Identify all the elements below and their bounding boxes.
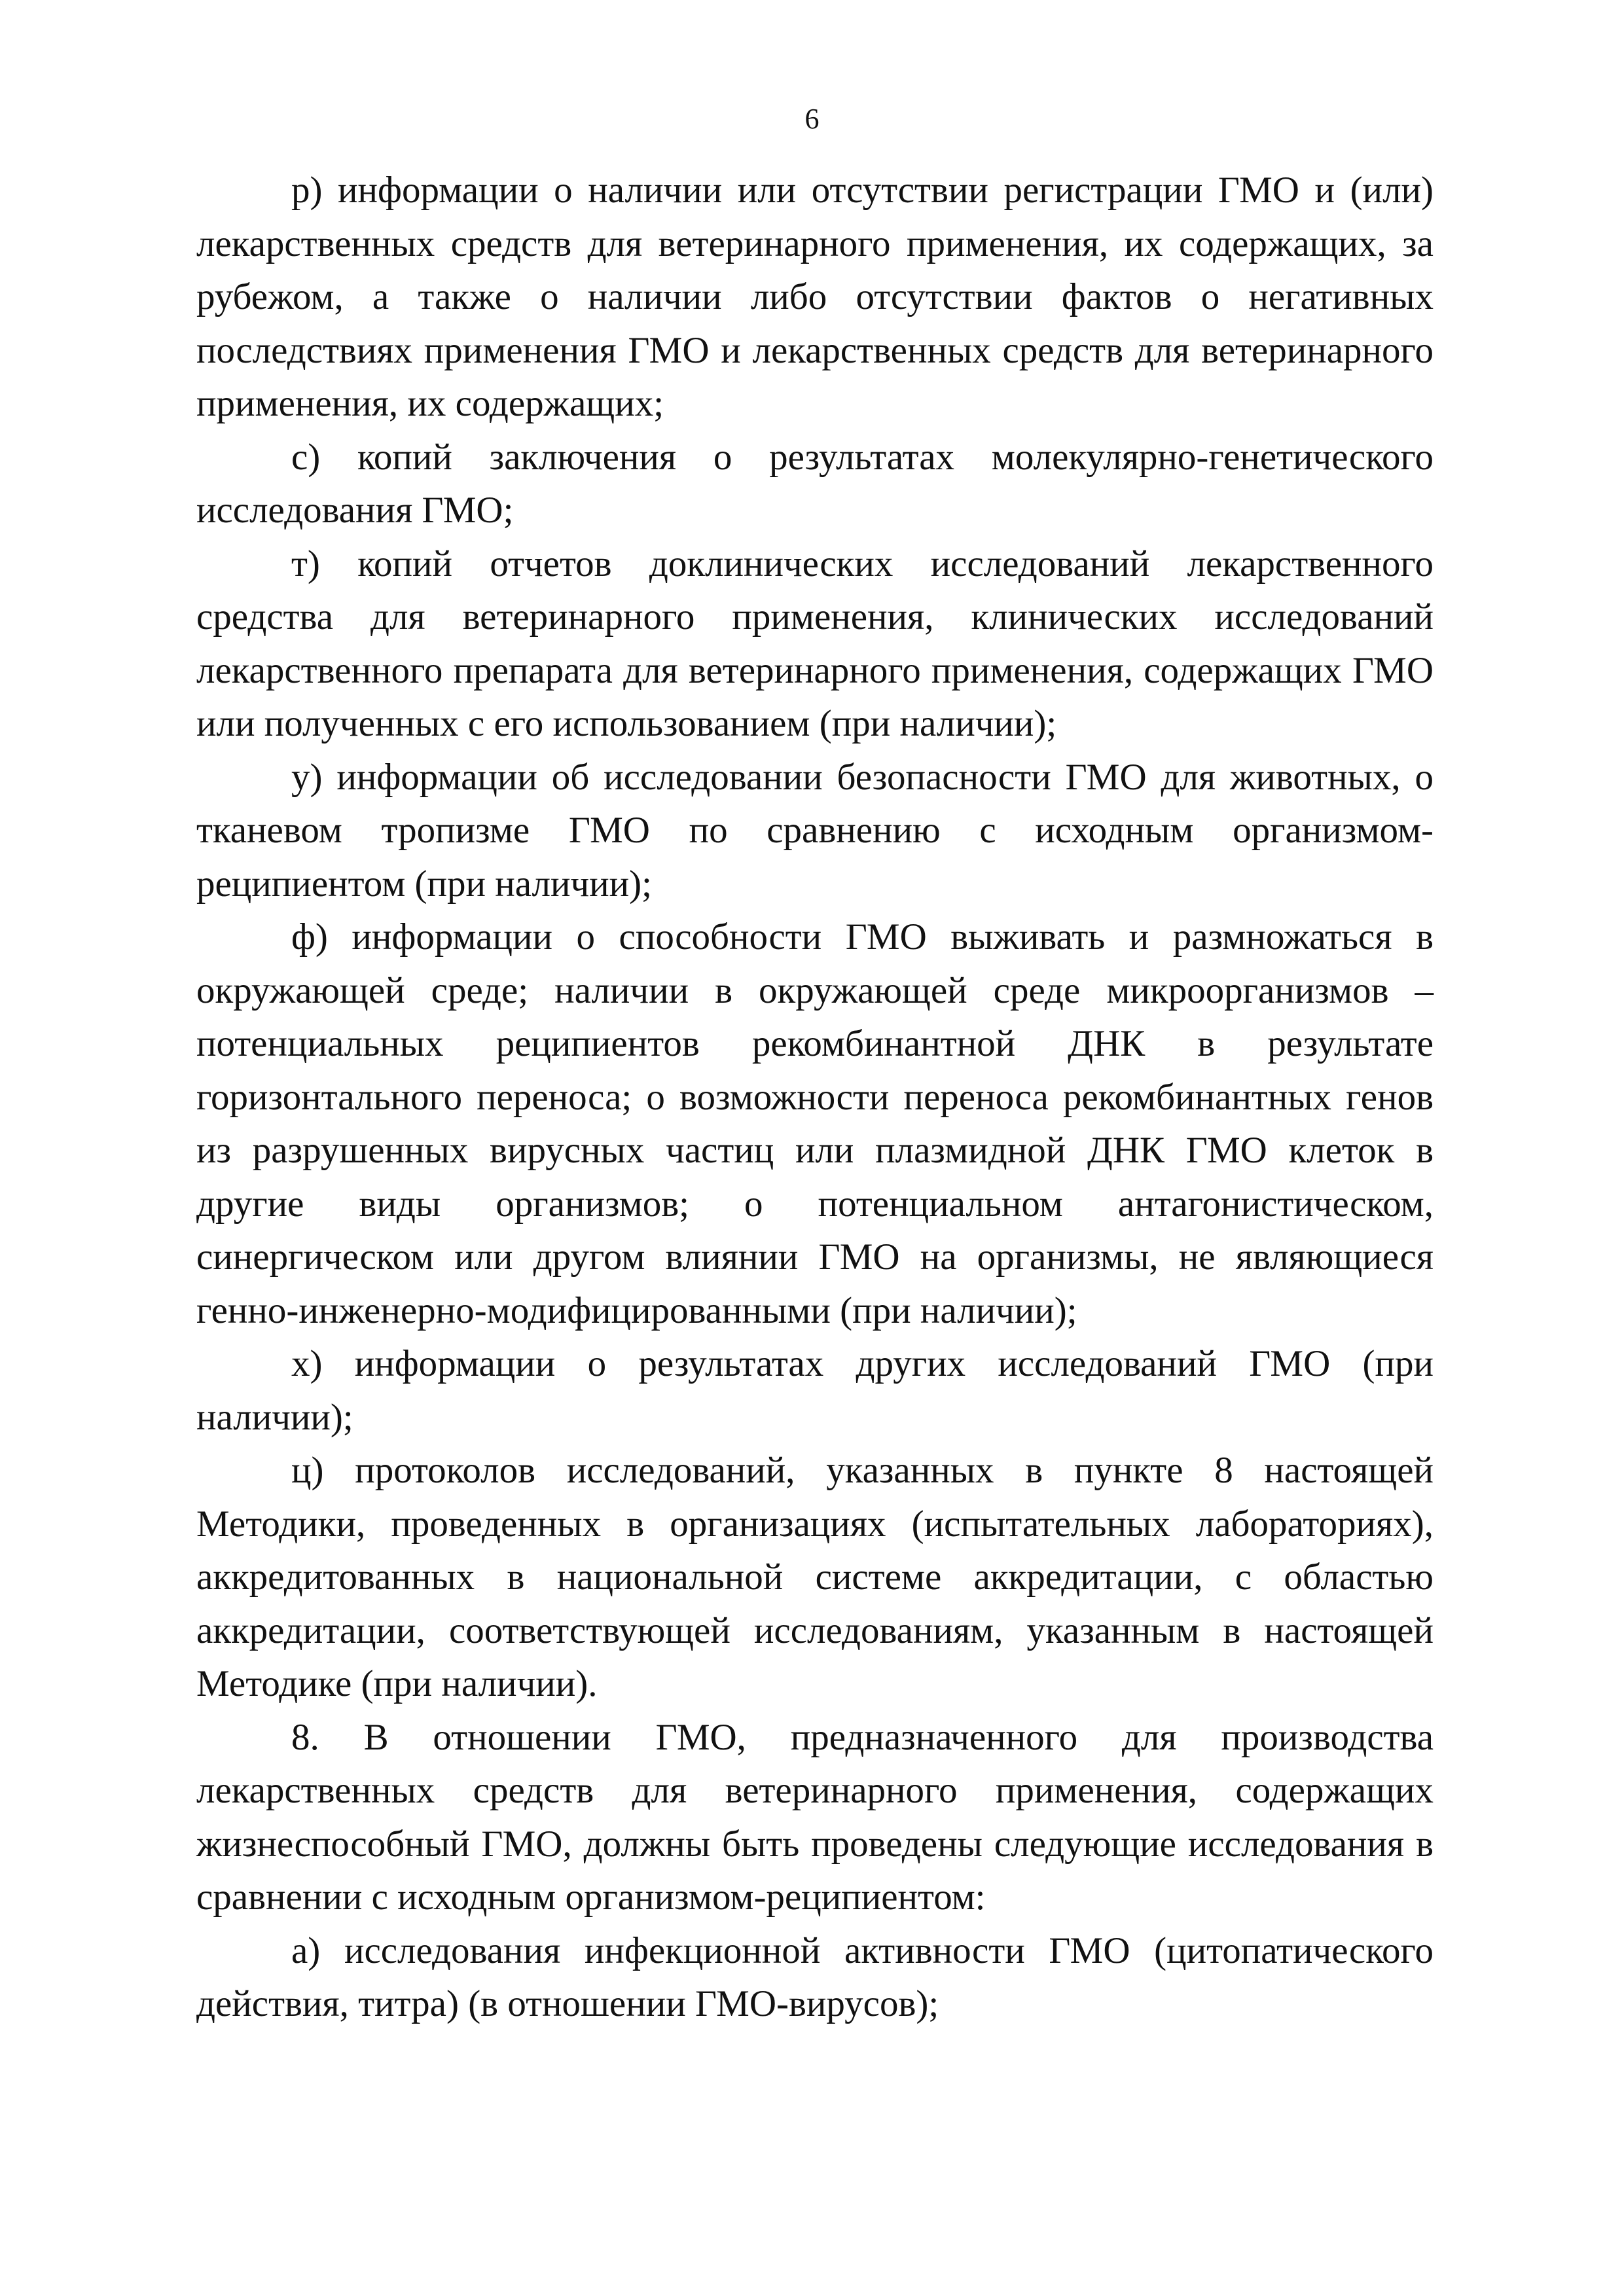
paragraph-ts-test-protocols: ц) протоколов исследований, указанных в пункте 8 настоящей Методики, проведенных в организациях (испытательных лабораториях), аккредитованных в национальной системе аккредитации, с областью аккредитации, соответствующей исследованиям, указанным в настоящей Методике (при наличии). — [196, 1450, 1434, 1704]
paragraph-u-animal-safety: у) информации об исследовании безопасности ГМО для животных, о тканевом тропизме ГМО по сравнению с исходным организмом-реципиентом (при наличии); — [196, 756, 1434, 905]
paragraph-8-required-studies: 8. В отношении ГМО, предназначенного для производства лекарственных средств для ветеринарного применения, содержащих жизнеспособный ГМО, должны быть проведены следующие исследования в сравнении с исходным организмом-реципиентом: — [196, 1716, 1434, 1918]
paragraph-h-other-studies: х) информации о результатах других исследований ГМО (при наличии); — [196, 1343, 1434, 1438]
page-number: 6 — [804, 103, 820, 135]
paragraph-s-genetic-study-conclusion: с) копий заключения о результатах молекулярно-генетического исследования ГМО; — [196, 436, 1434, 531]
paragraph-f-environmental-survival: ф) информации о способности ГМО выживать и размножаться в окружающей среде; наличии в окружающей среде микроорганизмов – потенциальных реципиентов рекомбинантной ДНК в результате горизонтального переноса; о возможности переноса рекомбинантных генов из разрушенных вирусных частиц или плазмидной ДНК ГМО клеток в другие виды организмов; о потенциальном антагонистическом, синергическом или другом влиянии ГМО на организмы, не являющиеся генно-инженерно-модифицированными (при наличии); — [196, 916, 1434, 1331]
paragraph-t-preclinical-reports: т) копий отчетов доклинических исследований лекарственного средства для ветеринарного применения, клинических исследований лекарственного препарата для ветеринарного применения, содержащих ГМО или полученных с его использованием (при наличии); — [196, 543, 1434, 744]
document-body — [196, 164, 1434, 2031]
paragraph-r-foreign-registration: р) информации о наличии или отсутствии регистрации ГМО и (или) лекарственных средств для ветеринарного применения, их содержащих, за рубежом, а также о наличии либо отсутствии фактов о негативных последствиях применения ГМО и лекарственных средств для ветеринарного применения, их содержащих; — [196, 170, 1434, 424]
paragraph-a-infectious-activity: а) исследования инфекционной активности ГМО (цитопатического действия, титра) (в отношении ГМО-вирусов); — [196, 1929, 1434, 2024]
